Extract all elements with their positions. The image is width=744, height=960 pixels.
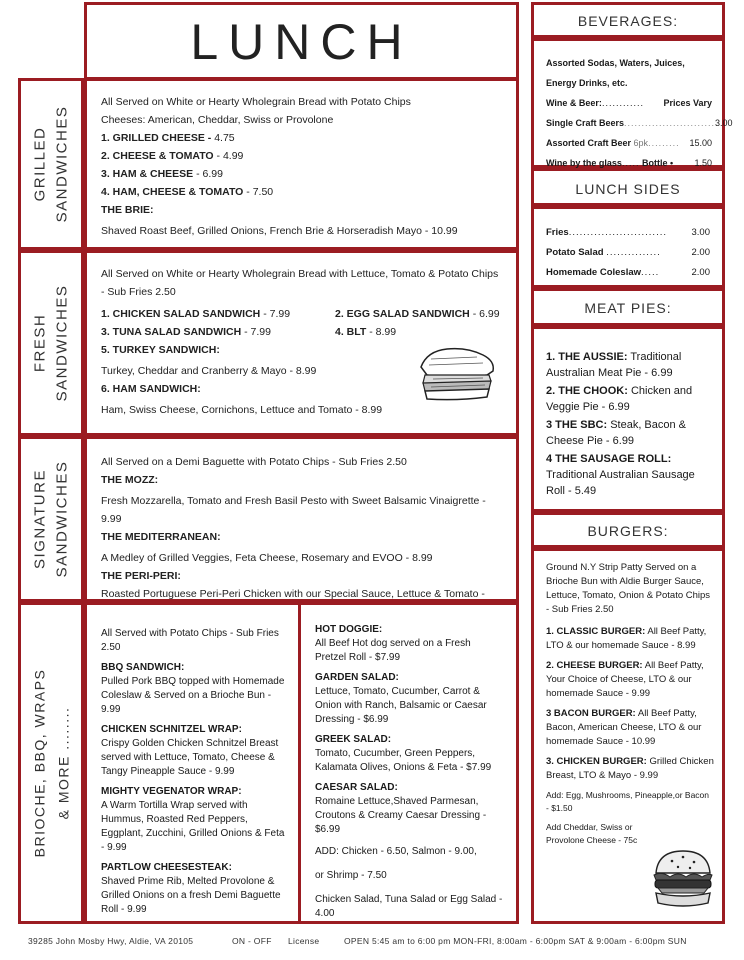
side-item: Homemade Coleslaw..... 2.00 bbox=[546, 267, 710, 278]
brioche-side-label bbox=[18, 602, 84, 924]
signature-label-1: SIGNATURE bbox=[31, 469, 48, 569]
menu-item: 2. THE CHOOK: Chicken and Veggie Pie - 6.99 bbox=[546, 385, 693, 413]
menu-item: GREEK SALAD: Tomato, Cucumber, Green Peppers, Kalamata Olives, Onions & Feta - $7.99 bbox=[315, 734, 492, 773]
fresh-intro: All Served on White or Hearty Wholegrain Bread with Lettuce, Tomato & Potato Chips - Sub Fries 2.50 bbox=[101, 268, 499, 298]
bev-line2: Energy Drinks, etc. bbox=[546, 78, 628, 88]
meatpies-section bbox=[531, 326, 725, 512]
menu-item: 4. BLT - 8.99 bbox=[335, 326, 397, 338]
grilled-label-1: GRILLED bbox=[31, 126, 48, 202]
brioche-label-2: & MORE ........ bbox=[55, 706, 71, 820]
menu-item: 5. TURKEY SANDWICH: bbox=[101, 344, 220, 356]
grilled-intro: All Served on White or Hearty Wholegrain Bread with Potato Chips bbox=[101, 96, 411, 108]
menu-item: HOT DOGGIE: All Beef Hot dog served on a Fresh Pretzel Roll - $7.99 bbox=[315, 624, 471, 663]
fresh-label-1: FRESH bbox=[31, 313, 48, 373]
burger-icon bbox=[650, 847, 716, 911]
add-salads: Chicken Salad, Tuna Salad or Egg Salad - 4.00 bbox=[315, 894, 503, 919]
menu-item: 4 THE SAUSAGE ROLL: Traditional Australian Sausage Roll - 5.49 bbox=[546, 453, 695, 497]
menu-item: THE MOZZ: bbox=[101, 474, 159, 486]
menu-item: 3. HAM & CHEESE - 6.99 bbox=[101, 168, 223, 180]
menu-item: 2. CHEESE BURGER: All Beef Patty, Your Choice of Cheese, LTO & our homemade Sauce - 9.99 bbox=[546, 660, 704, 699]
side-item: Fries........................... 3.00 bbox=[546, 227, 710, 238]
beverages-section bbox=[531, 38, 733, 168]
burgers-section bbox=[531, 548, 725, 924]
fresh-section bbox=[84, 250, 519, 436]
burgers-heading: BURGERS: bbox=[587, 523, 669, 539]
menu-item: PARTLOW CHEESESTEAK: Shaved Prime Rib, Melted Provolone & Grilled Onions on a fresh Demi Baguette Roll - 9.99 bbox=[101, 862, 281, 915]
brioche-intro: All Served with Potato Chips - Sub Fries 2.50 bbox=[101, 628, 279, 653]
menu-item: THE MEDITERRANEAN: bbox=[101, 531, 221, 543]
bev-line1: Assorted Sodas, Waters, Juices, bbox=[546, 58, 685, 68]
menu-item: 1. GRILLED CHEESE - 4.75 bbox=[101, 132, 235, 144]
burgers-intro: Ground N.Y Strip Patty Served on a Brioche Bun with Aldie Burger Sauce, Lettuce, Tomato, Onion & Potato Chips - Sub Fries 2.50 bbox=[546, 562, 711, 615]
menu-item: 1. THE AUSSIE: Traditional Australian Meat Pie - 6.99 bbox=[546, 351, 682, 379]
fresh-side-label bbox=[18, 250, 84, 436]
meatpies-heading-box bbox=[531, 288, 725, 326]
grilled-label-2: SANDWICHES bbox=[53, 105, 70, 223]
beverages-heading-box bbox=[531, 2, 725, 38]
menu-item: 3. CHICKEN BURGER: Grilled Chicken Breast, LTO & Mayo - 9.99 bbox=[546, 756, 714, 781]
side-item: Potato Salad ............... 2.00 bbox=[546, 247, 710, 258]
footer-hours: OPEN 5:45 am to 6:00 pm MON-FRI, 8:00am - 6:00pm SAT & 9:00am - 6:00pm SUN bbox=[344, 936, 687, 946]
brie-desc: Shaved Roast Beef, Grilled Onions, French Brie & Horseradish Mayo - 10.99 bbox=[101, 225, 458, 237]
bev-wine-beer: Wine & Beer:............ Prices Vary bbox=[546, 98, 712, 108]
bev-wine-glass: Wine by the glass..... Bottle • 1.50 bbox=[546, 158, 712, 168]
menu-item: MIGHTY VEGENATOR WRAP: A Warm Tortilla Wrap served with Hummus, Roasted Red Peppers, Eggplant, Zucchini, Grilled Onions & Feta - 9.99 bbox=[101, 786, 285, 853]
grilled-side-label bbox=[18, 78, 84, 250]
menu-item: 4. HAM, CHEESE & TOMATO - 7.50 bbox=[101, 186, 274, 198]
menu-item: CAESAR SALAD: Romaine Lettuce,Shaved Parmesan, Croutons & Creamy Caesar Dressing - $6.99 bbox=[315, 782, 487, 835]
menu-item: 3. TUNA SALAD SANDWICH - 7.99 bbox=[101, 326, 271, 338]
brioche-section-left bbox=[84, 602, 301, 924]
menu-item: 1. CHICKEN SALAD SANDWICH - 7.99 bbox=[101, 308, 291, 320]
turkey-desc: Turkey, Cheddar and Cranberry & Mayo - 8.99 bbox=[101, 365, 317, 377]
peri-desc: Roasted Portuguese Peri-Peri Chicken with our Special Sauce, Lettuce & Tomato - bbox=[101, 588, 485, 600]
bev-single-craft: Single Craft Beers.......................... 3.00 bbox=[546, 118, 733, 128]
footer-address: 39285 John Mosby Hwy, Aldie, VA 20105 bbox=[28, 936, 194, 946]
ham-desc: Ham, Swiss Cheese, Cornichons, Lettuce and Tomato - 8.99 bbox=[101, 404, 383, 416]
page-title: LUNCH bbox=[190, 14, 413, 70]
sides-heading-box bbox=[531, 168, 725, 206]
menu-item: BBQ SANDWICH: Pulled Pork BBQ topped with Homemade Coleslaw & Served on a Brioche Bun - 9.99 bbox=[101, 662, 285, 715]
menu-item: THE PERI-PERI: bbox=[101, 570, 181, 582]
grilled-section bbox=[84, 78, 519, 250]
sides-heading: LUNCH SIDES bbox=[575, 181, 681, 197]
mozz-desc: Fresh Mozzarella, Tomato and Fresh Basil Pesto with Sweet Balsamic Vinaigrette - 9.99 bbox=[101, 495, 486, 525]
burgers-add-2: Add Cheddar, Swiss or Provolone Cheese - 75c bbox=[546, 822, 638, 845]
menu-item: GARDEN SALAD: Lettuce, Tomato, Cucumber, Carrot & Onion with Ranch, Balsamic or Caesar Dressing - $6.99 bbox=[315, 672, 487, 725]
signature-side-label bbox=[18, 436, 84, 602]
beverages-heading: BEVERAGES: bbox=[577, 13, 679, 29]
brioche-section-right bbox=[298, 602, 519, 924]
brie-name: THE BRIE: bbox=[101, 204, 154, 216]
sides-section bbox=[531, 206, 725, 288]
med-desc: A Medley of Grilled Veggies, Feta Cheese, Rosemary and EVOO - 8.99 bbox=[101, 552, 433, 564]
add-protein-2: or Shrimp - 7.50 bbox=[315, 870, 387, 881]
burgers-add-1: Add: Egg, Mushrooms, Pineapple,or Bacon - $1.50 bbox=[546, 790, 710, 813]
menu-item: 3 BACON BURGER: All Beef Patty, Bacon, American Cheese, LTO & our homemade Sauce - 10.99 bbox=[546, 708, 702, 747]
fresh-label-2: SANDWICHES bbox=[53, 284, 70, 402]
brioche-label-1: BRIOCHE, BBQ, WRAPS bbox=[31, 668, 47, 858]
sandwich-icon bbox=[417, 345, 499, 403]
signature-label-2: SANDWICHES bbox=[53, 460, 70, 578]
menu-item: 3 THE SBC: Steak, Bacon & Cheese Pie - 6.99 bbox=[546, 419, 687, 447]
grilled-cheeses: Cheeses: American, Cheddar, Swiss or Provolone bbox=[101, 114, 334, 126]
signature-intro: All Served on a Demi Baguette with Potato Chips - Sub Fries 2.50 bbox=[101, 456, 407, 468]
burgers-heading-box bbox=[531, 512, 725, 548]
menu-item: 1. CLASSIC BURGER: All Beef Patty, LTO & our homemade Sauce - 8.99 bbox=[546, 626, 707, 651]
footer-license: License bbox=[288, 936, 320, 946]
menu-item: 2. CHEESE & TOMATO - 4.99 bbox=[101, 150, 244, 162]
meatpies-heading: MEAT PIES: bbox=[584, 300, 672, 316]
add-protein-1: ADD: Chicken - 6.50, Salmon - 9.00, bbox=[315, 846, 477, 857]
signature-section bbox=[84, 436, 519, 602]
menu-item: 2. EGG SALAD SANDWICH - 6.99 bbox=[335, 308, 500, 320]
menu-item: 6. HAM SANDWICH: bbox=[101, 383, 201, 395]
title-box bbox=[84, 2, 519, 80]
footer-onoff: ON - OFF bbox=[232, 936, 272, 946]
menu-item: CHICKEN SCHNITZEL WRAP: Crispy Golden Chicken Schnitzel Breast served with Lettuce, Tomato, Cheese & Tangy Pineapple Sauce - 9.99 bbox=[101, 724, 279, 777]
bev-assorted-craft: Assorted Craft Beer 6pk......... 15.00 bbox=[546, 138, 712, 148]
